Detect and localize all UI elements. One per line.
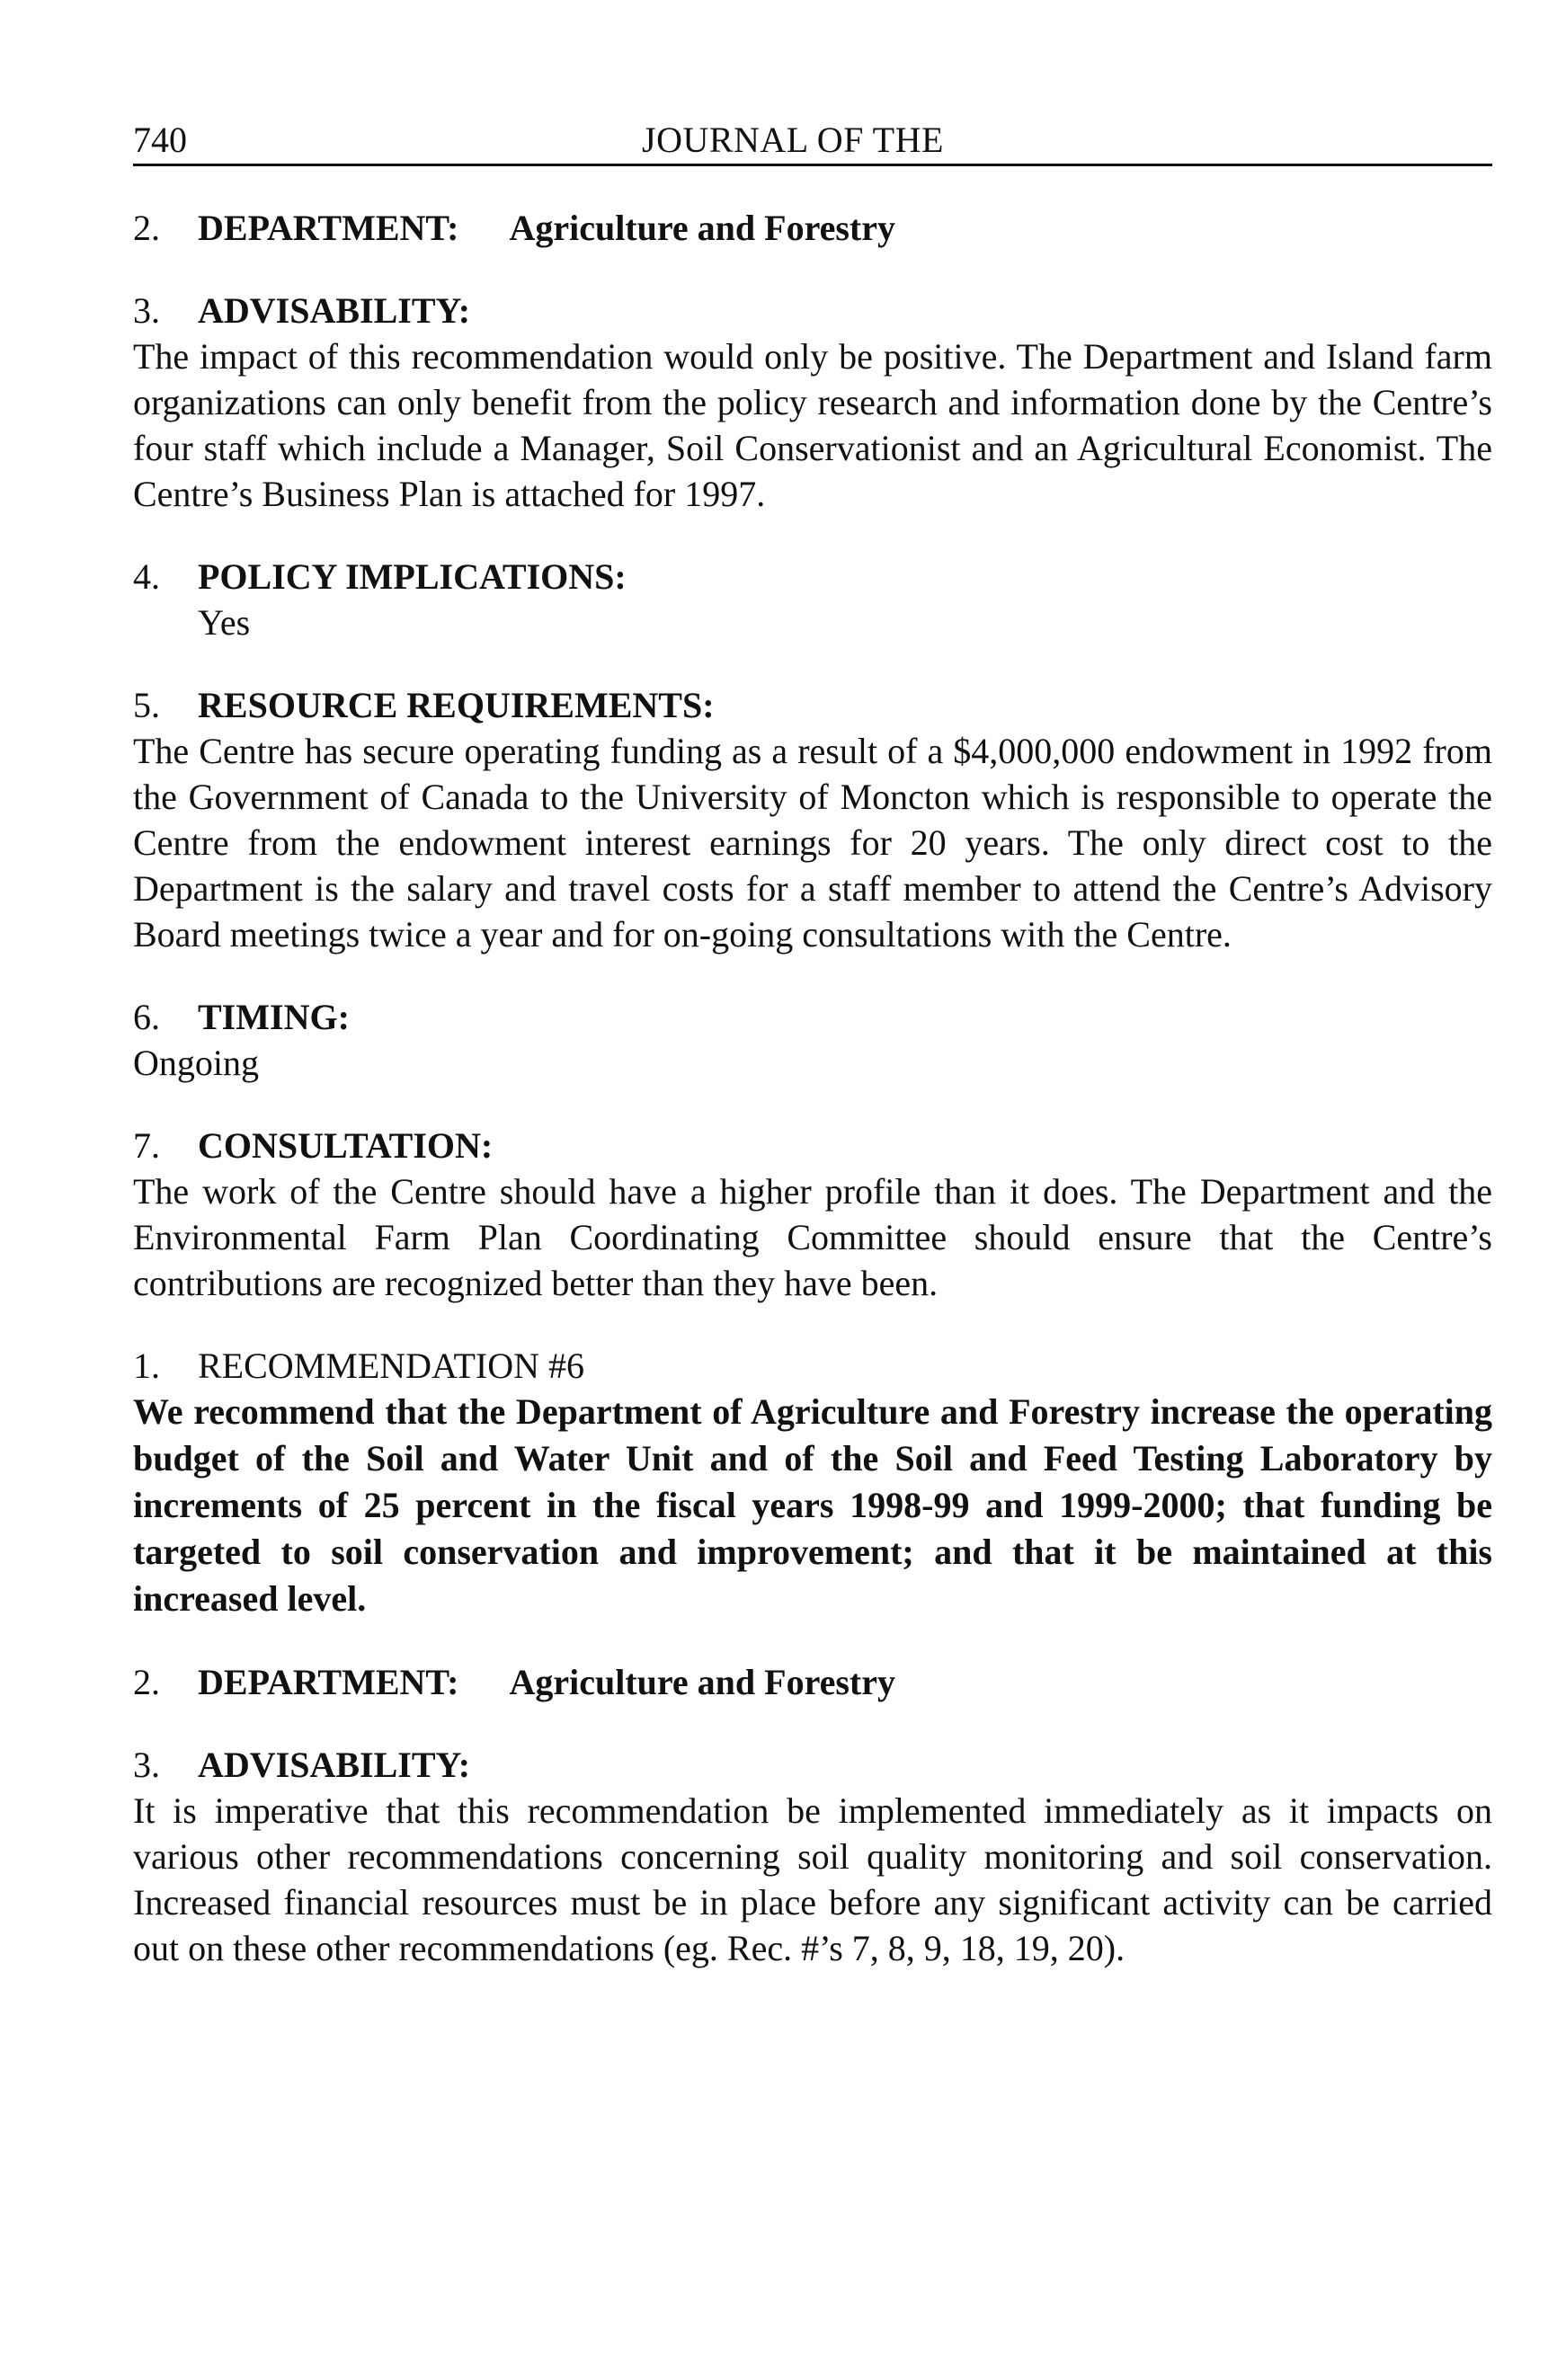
section-advisability [133, 289, 1492, 517]
section-advisability [133, 1743, 1492, 1971]
recommendation-text: We recommend that the Department of Agriculture and Forestry increase the operating budget of the Soil and Water Unit and of the Soil and Feed Testing Laboratory by increments of 25 percent in the fiscal years 1998-99 and 1999-2000; that funding be targeted to soil conservation and improvement; and that it be maintained at this increased level. [133, 1391, 1492, 1619]
section-number: 3. [133, 1745, 160, 1785]
section-department [133, 206, 1492, 251]
section-heading [133, 1743, 1492, 1788]
section-policy-implications [133, 555, 1492, 645]
consultation-text: The work of the Centre should have a higher profile than it does. The Department and the Environmental Farm Plan Coordinating Committee should ensure that the Centre’s contributions are recognized better than they have been. [133, 1171, 1492, 1303]
section-number: 1. [133, 1345, 160, 1386]
policy-implications-text: Yes [198, 602, 251, 643]
section-label: TIMING: [198, 997, 350, 1037]
section-label: POLICY IMPLICATIONS: [198, 556, 627, 597]
section-consultation [133, 1123, 1492, 1306]
timing-text: Ongoing [133, 1043, 259, 1083]
journal-title: JOURNAL OF THE [642, 120, 944, 160]
section-number: 3. [133, 290, 160, 331]
section-number: 5. [133, 685, 160, 725]
section-heading [133, 206, 1492, 251]
section-heading [133, 1660, 1492, 1705]
department-name: Agriculture and Forestry [509, 1662, 896, 1702]
section-label: CONSULTATION: [198, 1125, 494, 1166]
section-timing [133, 995, 1492, 1086]
section-label: ADVISABILITY: [198, 290, 471, 331]
section-recommendation [133, 1344, 1492, 1622]
section-label: DEPARTMENT: [198, 208, 459, 248]
section-number: 7. [133, 1125, 160, 1166]
section-number: 4. [133, 556, 160, 597]
section-resource-requirements [133, 683, 1492, 957]
document-page [133, 117, 1492, 1971]
advisability-text: It is imperative that this recommendation be implemented immediately as it impacts on various other recommendations concerning soil quality monitoring and soil conservation. Increased financial resources must be in place before any significant activity can be carried out on these other recommendations (eg. Rec. #’s 7, 8, 9, 18, 19, 20). [133, 1790, 1492, 1968]
section-department [133, 1660, 1492, 1705]
section-label: RECOMMENDATION #6 [198, 1345, 584, 1386]
section-heading [133, 1123, 1492, 1168]
section-label: RESOURCE REQUIREMENTS: [198, 685, 715, 725]
section-heading [133, 555, 1492, 599]
resource-requirements-text: The Centre has secure operating funding as a result of a $4,000,000 endowment in 1992 from the Government of Canada to the University of Moncton which is responsible to operate the Centre from the endowment interest earnings for 20 years. The only direct cost to the Department is the salary and travel costs for a staff member to attend the Centre’s Advisory Board meetings twice a year and for on-going consultations with the Centre. [133, 731, 1492, 955]
running-header [133, 117, 1492, 166]
section-heading [133, 683, 1492, 728]
section-number: 2. [133, 1662, 160, 1702]
section-number: 2. [133, 208, 160, 248]
section-heading [133, 289, 1492, 333]
page-number: 740 [133, 120, 187, 160]
section-heading [133, 995, 1492, 1040]
section-label: ADVISABILITY: [198, 1745, 471, 1785]
section-heading [133, 1344, 1492, 1389]
section-number: 6. [133, 997, 160, 1037]
department-name: Agriculture and Forestry [509, 208, 896, 248]
advisability-text: The impact of this recommendation would only be positive. The Department and Island farm organizations can only benefit from the policy research and information done by the Centre’s four staff which include a Manager, Soil Conservationist and an Agricultural Economist. The Centre’s Business Plan is attached for 1997. [133, 336, 1492, 514]
section-label: DEPARTMENT: [198, 1662, 459, 1702]
